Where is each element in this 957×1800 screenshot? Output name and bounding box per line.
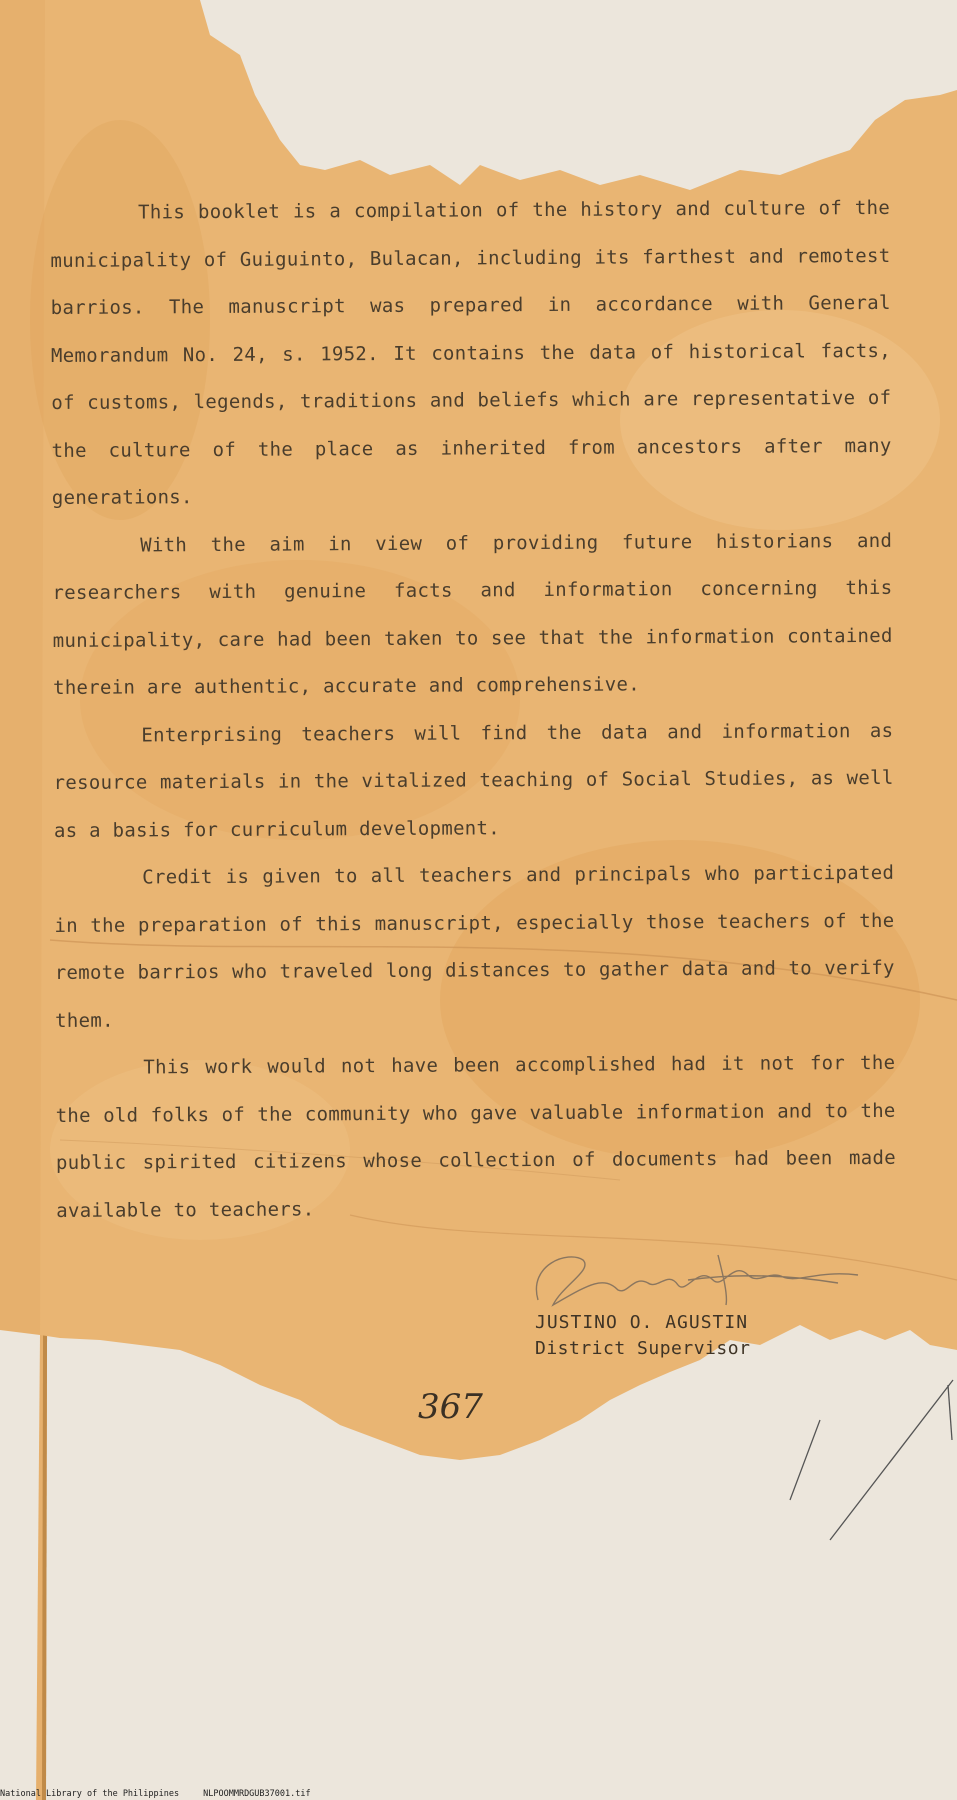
handwritten-page-number: 367 <box>418 1387 483 1427</box>
document-body <box>50 185 896 1235</box>
pencil-stroke <box>948 1385 952 1440</box>
file-id: NLPOOMMRDGUB37001.tif <box>203 1789 311 1799</box>
paragraph: Enterprising teachers will find the data and information as resource materials in the vitalized teaching of Social Studies, as well as a basis for curriculum development. <box>53 719 894 842</box>
paragraph: This work would not have been accomplished had it not for the the old folks of the community who gave valuable information and to the public spirited citizens whose collection of documents had been made available to teachers. <box>55 1051 896 1222</box>
signature-block <box>535 1310 750 1362</box>
signatory-title: District Supervisor <box>535 1338 751 1359</box>
pencil-stroke <box>790 1420 820 1500</box>
paragraph: This booklet is a compilation of the history and culture of the municipality of Guiguinto, Bulacan, including its farthest and remotest barrios. The manuscript was prepared in accordance with General Memorandum No. 24, s. 1952. It contains the data of historical facts, of customs, legends, traditions and beliefs which are representative of the culture of the place as inherited from ancestors after many generations. <box>50 196 892 509</box>
library-name: National Library of the Philippines <box>0 1789 180 1799</box>
paragraph: With the aim in view of providing future historians and researchers with genuine facts and information concerning this municipality, care had been taken to see that the information contained therein are authentic, accurate and comprehensive. <box>52 529 893 699</box>
paragraph: Credit is given to all teachers and principals who participated in the preparation of this manuscript, especially those teachers of the remote barrios who traveled long distances to gather data and to verify them. <box>54 861 895 1032</box>
signatory-name: JUSTINO O. AGUSTIN <box>535 1312 749 1333</box>
pencil-stroke <box>830 1380 953 1540</box>
archive-footer <box>0 1788 957 1800</box>
